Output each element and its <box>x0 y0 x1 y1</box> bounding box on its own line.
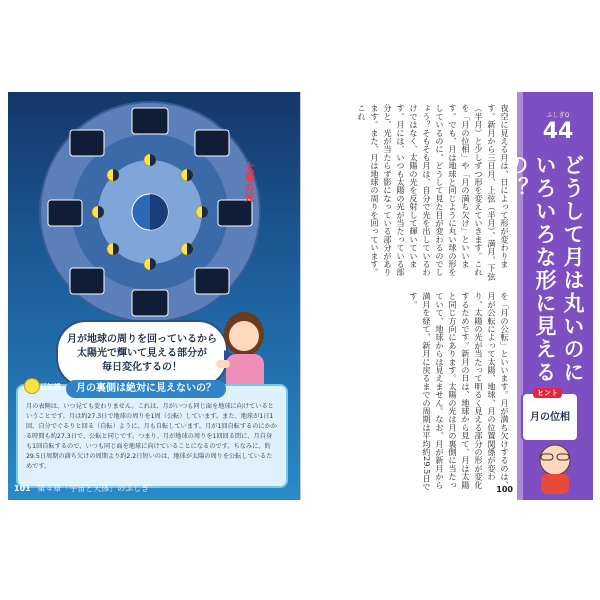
speech-line-1: 月が地球の周りを回っているから <box>67 334 217 345</box>
trivia-box <box>16 384 288 488</box>
hint-word: 月の位相 <box>530 412 570 423</box>
trivia-title: 月の裏側は絶対に見えないの？ <box>66 380 226 398</box>
moon-phase-diagram <box>20 100 280 325</box>
speech-bubble <box>56 320 228 388</box>
trivia-badge <box>22 378 64 400</box>
body-column-2: を「月の公転」といいます。月が満ち欠けするのは、月が公転によって太陽、地球、月の位置関係が変わり、太陽の光が当たって明るく見える部分の形が変化するためです。新月の日は、地球から見て、月は太陽と同じ方向にあります。太陽の光は月の裏側に当たっていて、地球からは見えません。なお、月が新月から満月を経て、新月に戻るまでの周期は平均約29.5日です。 <box>409 292 510 491</box>
speech-line-3: 毎日変化するの！ <box>102 362 182 373</box>
question-number-value: 44 <box>542 119 574 144</box>
speech-line-2: 太陽光で輝いて見える部分が <box>77 348 207 359</box>
left-footer <box>14 483 149 494</box>
trivia-body: 月の表側は、いつ見ても変わりません。これは、月がいつも同じ面を地球に向けているということです。月は約27.3日で地球の周りを1周（公転）しています。また、地球が1日1回、自分でぐるりと回る（自転）ように、月も自転しています。月が1回自転するのにかかる時間も約27.3日で、公転と同じです。つまり、月が地球の周りを1回回る間に、月自身も1回自転するので、いつも同じ面を地球に向けていることになるのです。ちなみに、約29.5日周期の満ち欠けの周期より約2.2日短いのは、地球が太陽の周りを公転しているためです。 <box>26 403 277 470</box>
body-column-1: 夜空に見える月は、日によって形が変わります。新月から三日月、上弦（半月）、満月、下弦（半月）と少しずつ形を変えていきます。これを「月の位相」や「月の満ち欠け」といいます。でも、月は地球と同じように丸い球の形をしているのに、どうして見た目が変わるのでしょう？そもそも月は、自分で光を出しているわけではなく、太陽の光を反射して輝いています。月には、いつも太陽の光が当たっている部分と、光が当たらず影になっている部分があります。また、月は地球の周りを回っています。これ <box>357 104 510 281</box>
hint-label: ヒント <box>533 388 562 398</box>
question-label: ふしぎQ <box>546 112 570 119</box>
left-page <box>8 92 300 500</box>
sun-light-label: 太陽の光 <box>242 162 253 202</box>
right-page <box>300 92 593 500</box>
right-page-number: 100 <box>496 485 513 494</box>
question-number <box>531 110 585 144</box>
professor-character <box>527 440 583 494</box>
trivia-badge-text: 豆知識 <box>40 383 61 391</box>
page-title: どうして月は丸いのにいろいろな形に見えるの？ <box>505 154 585 384</box>
lightbulb-icon <box>24 378 40 394</box>
left-page-number: 101 <box>14 484 31 493</box>
book-spread <box>8 92 592 500</box>
hint-tag <box>521 389 579 442</box>
chapter-title: 第４章「宇宙と天体」のふしぎ <box>37 484 150 493</box>
